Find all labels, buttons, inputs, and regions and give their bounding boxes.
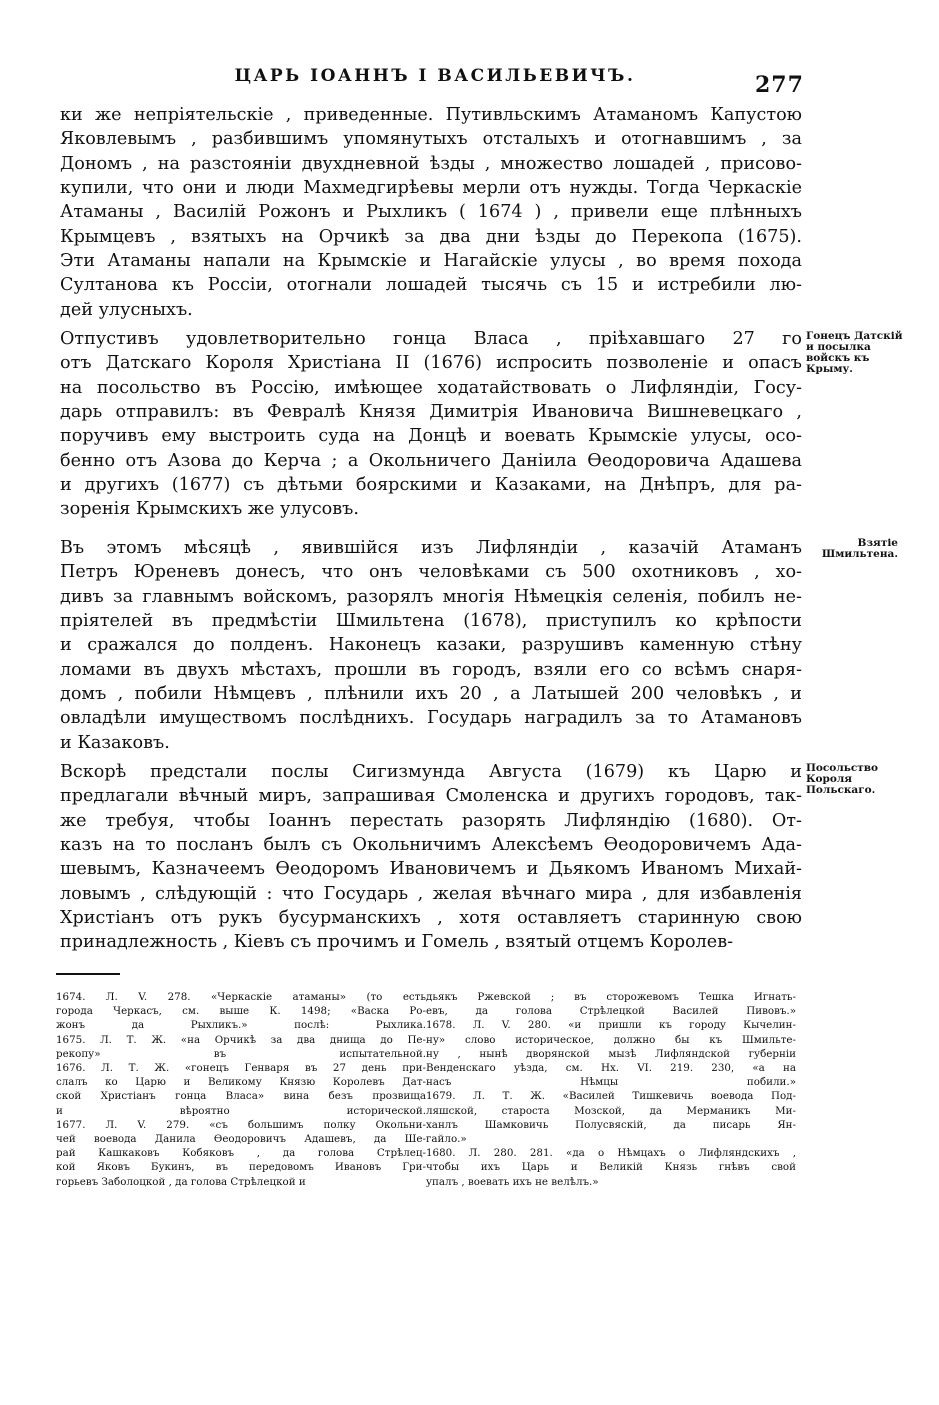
footnote-line: Венденскаго уѣзда, см. Нх. VI. 219. 230, «а на xyxy=(426,1062,796,1075)
text-line: принадлежность , Кіевъ съ прочимъ и Гомель , взятый отцемъ Королев- xyxy=(60,932,734,953)
text-line: казъ на то посланъ былъ съ Окольничимъ Алексѣемъ Ѳеодоровичемъ Ада- xyxy=(60,835,802,856)
footnote-line: 1680. Л. 280. 281. «да о Нѣмцахъ о Лифляндскихъ , xyxy=(426,1147,796,1160)
text-line: и сражался до полденъ. Наконецъ казаки, разрушивъ каменную стѣну xyxy=(60,635,802,656)
text-line: отъ Датскаго Короля Христіана II (1676) испросить позволеніе и опасъ xyxy=(60,353,802,374)
text-line: Яковлевымъ , разбившимъ упомянутыхъ отсталыхъ и отогнавшимъ , за xyxy=(60,129,802,150)
text-line: бенно отъ Азова до Керча ; а Окольничего Даніила Ѳеодоровича Адашева xyxy=(60,450,802,471)
text-line: купили, что они и люди Махмедгирѣевы мерли отъ нужды. Тогда Черкаскіе xyxy=(60,178,802,199)
footnote-line: кой Яковъ Букинъ, въ передовомъ Ивановъ Гри- xyxy=(56,1161,426,1174)
text-line: дарь отправилъ: въ Февралѣ Князя Димитрія Ивановича Вишневецкаго , xyxy=(60,402,802,423)
footnote-line: упалъ , воевать ихъ не велѣлъ.» xyxy=(426,1175,599,1188)
running-header-title: ЦАРЬ ІОАННЪ І ВАСИЛЬЕВИЧЪ. xyxy=(234,66,636,86)
footnote-line: евъ, да голова Стрѣлецкой Василей Пивовъ.» xyxy=(426,1005,796,1018)
footnote-line: 1674. Л. V. 278. «Черкаскіе атаманы» (то есть xyxy=(56,991,426,1003)
text-line: Вскорѣ предстали послы Сигизмунда Августа (1679) къ Царю и xyxy=(60,762,802,782)
footnote-line: чей воевода Данила Ѳеодоровичъ Адашевъ, да Ше- xyxy=(56,1133,426,1146)
text-line: дивъ за главнымъ войскомъ, разорялъ многія Нѣмецкія селенія, побилъ не- xyxy=(60,586,802,607)
margin-note-danish-envoy: Гонецъ Датскій и посылка войскъ къ Крыму. xyxy=(806,330,903,375)
footnote-line: рекопу» въ испытательной. xyxy=(56,1047,426,1060)
margin-note-polish-embassy: Посольство Короля Польскаго. xyxy=(806,762,879,796)
page-number: 277 xyxy=(755,72,804,98)
footnote-line: 1675. Л. Т. Ж. «на Орчикѣ за два днища до Пе- xyxy=(56,1033,426,1046)
text-line: предлагали вѣчный миръ, запрашивая Смоленска и другихъ городовъ, так- xyxy=(60,786,802,807)
footnote-line: горьевъ Заболоцкой , да голова Стрѣлецкой и xyxy=(56,1175,306,1188)
text-line: Отпустивъ удовлетворительно гонца Власа , пріѣхавшаго 27 го xyxy=(60,329,802,349)
text-line: на посольство въ Россію, имѣющее ходатайствовать о Лифляндіи, Госу- xyxy=(60,377,802,398)
footnote-line: насъ Нѣмцы побили.» xyxy=(426,1076,796,1089)
footnote-line: дьякъ Ржевской ; въ сторожевомъ Тешка Игнать- xyxy=(426,991,796,1003)
text-line: дей улусныхъ. xyxy=(60,299,193,320)
text-line: пріятелей въ предмѣстіи Шмильтена (1678), приступилъ ко крѣпости xyxy=(60,611,802,632)
text-line: ловымъ , слѣдующій : что Государь , желая вѣчнаго мира , для избавленія xyxy=(60,883,802,904)
footnote-line: 1679. Л. Т. Ж. «Василей Тишкевичь воевода Под- xyxy=(426,1090,796,1103)
footnote-line: и вѣроятно исторической. xyxy=(56,1104,426,1117)
paragraph-3 xyxy=(60,536,802,755)
footnote-line: ской Христіанъ гонца Власа» вина безъ прозвища xyxy=(56,1090,426,1103)
footnote-line: 1678. Л. V. 280. «и пришли къ городу Кычелин- xyxy=(426,1019,796,1032)
footnote-line: слалъ ко Царю и Великому Князю Королевъ Дат- xyxy=(56,1076,426,1089)
text-line: Эти Атаманы напали на Крымскіе и Нагайскіе улусы , во время похода xyxy=(60,251,802,272)
footnote-line: города Черкасъ, см. выше К. 1498; «Васка Ро- xyxy=(56,1005,426,1018)
footnotes-left-column xyxy=(56,990,426,1189)
text-line: ломами въ двухъ мѣстахъ, прошли въ городъ, взяли его со всѣмъ снаря- xyxy=(60,659,802,680)
text-line: же требуя, чтобы Іоаннъ перестать разорять Лифляндію (1680). От- xyxy=(60,810,802,831)
footnote-line: чтобы ихъ Царь и Великій Князь гнѣвъ свой xyxy=(426,1161,796,1174)
paragraph-1 xyxy=(60,103,802,322)
text-line: и другихъ (1677) съ дѣтьми боярскими и Казаками, на Днѣпръ, для ра- xyxy=(60,475,802,496)
footnote-line: 1677. Л. V. 279. «съ большимъ полку Окольни- xyxy=(56,1118,426,1131)
text-line: и Казаковъ. xyxy=(60,732,170,753)
text-line: Петръ Юреневъ донесъ, что онъ человѣками съ 500 охотниковъ , хо- xyxy=(60,562,802,583)
footnotes-right-column xyxy=(426,990,796,1189)
footnote-line: ляшской, староста Мозской, да Мерманикъ Ми- xyxy=(426,1104,796,1117)
margin-note-shmilten: Взятіе Шмильтена. xyxy=(821,537,898,560)
text-line: Дономъ , на разстояніи двухдневной ѣзды , множество лошадей , присово- xyxy=(60,153,802,174)
footnote-line: ханлъ Шамковичь Полусвяскій, да писарь Ян- xyxy=(426,1118,796,1131)
text-line: Султанова къ Россіи, отогнали лошадей тысячь съ 15 и истребили лю- xyxy=(60,275,802,296)
text-line: Крымцевъ , взятыхъ на Орчикѣ за два дни ѣзды до Перекопа (1675). xyxy=(60,226,802,247)
footnote-line: рай Кашкаковъ Кобяковъ , да голова Стрѣлец- xyxy=(56,1147,426,1160)
footnote-line: ну , нынѣ дворянской мызѣ Лифляндской губерніи xyxy=(426,1047,796,1060)
text-line: поручивъ ему выстроить суда на Донцѣ и воевать Крымскіе улусы, осо- xyxy=(60,426,802,447)
text-line: ки же непріятельскіе , приведенные. Путивльскимъ Атаманомъ Капустою xyxy=(60,105,802,125)
footnote-line: 1676. Л. Т. Ж. «гонецъ Генваря въ 27 день при- xyxy=(56,1062,426,1075)
text-line: домъ , побили Нѣмцевъ , плѣнили ихъ 20 , а Латышей 200 человѣкъ , и xyxy=(60,684,802,705)
text-line: Атаманы , Василій Рожонъ и Рыхликъ ( 1674 ) , привели еще плѣнныхъ xyxy=(60,202,802,223)
text-line: Христіанъ отъ рукъ бусурманскихъ , хотя оставляетъ старинную свою xyxy=(60,908,802,929)
text-line: зоренія Крымскихъ же улусовъ. xyxy=(60,499,359,520)
footnote-line: ну» слово историческое, должно бы къ Шмильте- xyxy=(426,1033,796,1046)
paragraph-2 xyxy=(60,327,802,522)
text-line: Въ этомъ мѣсяцѣ , явившійся изъ Лифляндіи , казачій Атаманъ xyxy=(60,538,802,558)
text-line: шевымъ, Казначеемъ Ѳеодоромъ Ивановичемъ и Дьякомъ Иваномъ Михай- xyxy=(60,859,802,880)
footnote-divider xyxy=(56,973,120,975)
paragraph-4 xyxy=(60,760,802,955)
text-line: овладѣли имуществомъ послѣднихъ. Государь наградилъ за то Атамановъ xyxy=(60,708,802,729)
footnote-line: гайло.» xyxy=(426,1133,467,1146)
footnote-line: жонъ да Рыхликъ.» послѣ: Рыхлика. xyxy=(56,1019,426,1032)
